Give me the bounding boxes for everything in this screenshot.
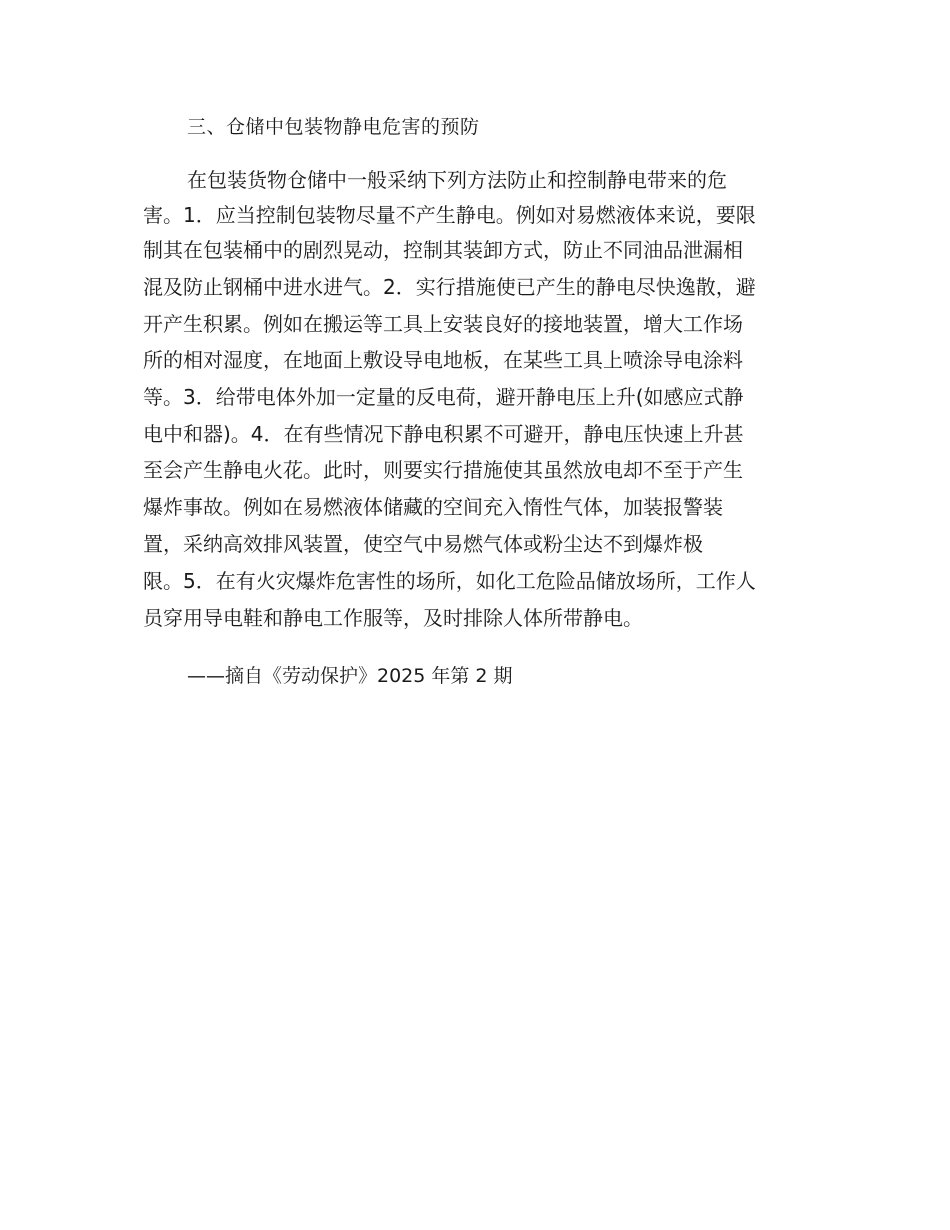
paragraph-line: 所的相对湿度，在地面上敷设导电地板，在某些工具上喷涂导电涂料 [143, 348, 743, 372]
source-citation: ——摘自《劳动保护》2025 年第 2 期 [187, 665, 513, 687]
paragraph-line: 爆炸事故。例如在易燃液体储藏的空间充入惰性气体，加装报警装 [143, 495, 723, 519]
paragraph-line: 限。5．在有火灾爆炸危害性的场所，如化工危险品储放场所，工作人 [143, 569, 756, 593]
paragraph-line: 害。1．应当控制包装物尽量不产生静电。例如对易燃液体来说，要限 [143, 203, 756, 227]
paragraph-line: 制其在包装桶中的剧烈晃动，控制其装卸方式，防止不同油品泄漏相 [143, 238, 743, 262]
paragraph-line: 至会产生静电火花。此时，则要实行措施使其虽然放电却不至于产生 [143, 458, 743, 482]
paragraph-line: 员穿用导电鞋和静电工作服等，及时排除人体所带静电。 [143, 606, 643, 630]
section-heading: 三、仓储中包装物静电危害的预防 [187, 116, 480, 138]
paragraph-line: 电中和器)。4．在有些情况下静电积累不可避开，静电压快速上升甚 [143, 422, 744, 446]
paragraph-line: 开产生积累。例如在搬运等工具上安装良好的接地装置，增大工作场 [143, 312, 743, 336]
paragraph-line: 置，采纳高效排风装置，使空气中易燃气体或粉尘达不到爆炸极 [143, 532, 703, 556]
paragraph-line: 混及防止钢桶中进水进气。2．实行措施使已产生的静电尽快逸散，避 [143, 275, 756, 299]
paragraph-line: 等。3．给带电体外加一定量的反电荷，避开静电压上升(如感应式静 [143, 385, 744, 409]
paragraph-line: 在包装货物仓储中一般采纳下列方法防止和控制静电带来的危 [187, 168, 727, 192]
